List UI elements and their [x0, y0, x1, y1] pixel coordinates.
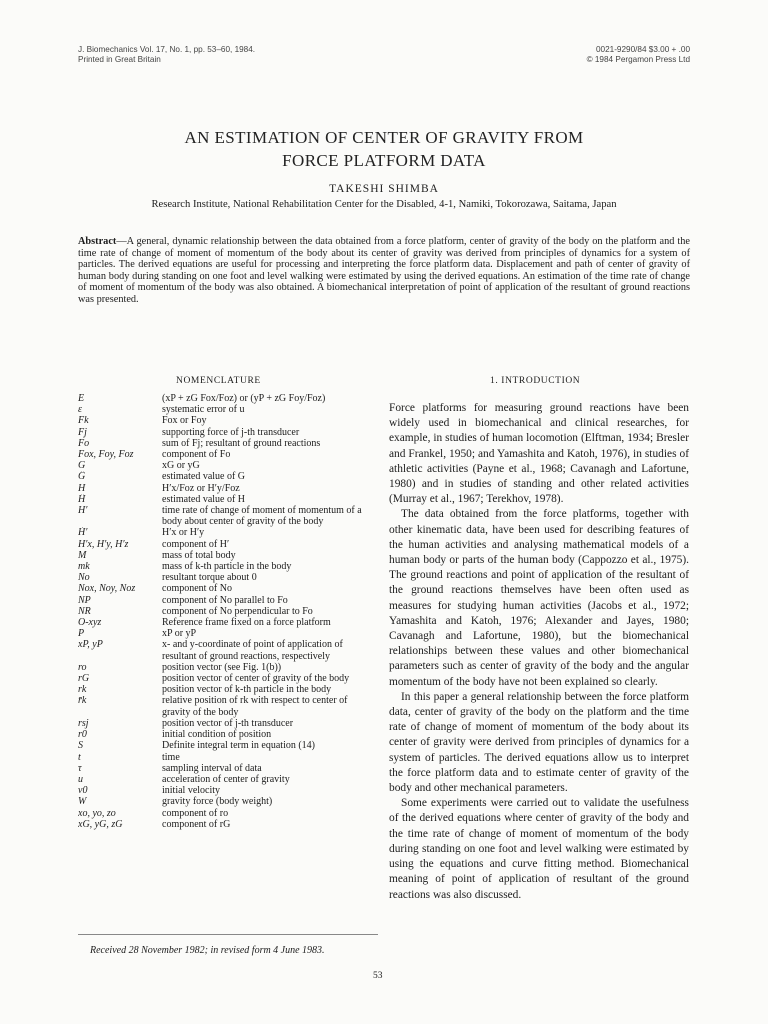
nomenclature-definition: H′x/Foz or H′y/Foz [162, 482, 240, 494]
author: TAKESHI SHIMBA [329, 183, 439, 195]
nomenclature-definition: relative position of rk with respect to center of gravity of the body [162, 695, 348, 718]
nomenclature-row [78, 460, 378, 471]
received-note: Received 28 November 1982; in revised form 4 June 1983. [90, 945, 325, 956]
nomenclature-definition: position vector (see Fig. 1(b)) [162, 661, 282, 673]
nomenclature-row [78, 628, 378, 639]
nomenclature-definition: position vector of center of gravity of the body [162, 673, 350, 685]
nomenclature-symbol: NP [78, 594, 91, 606]
nomenclature-symbol: W [78, 796, 87, 808]
nomenclature-symbol: H′x, H′y, H′z [78, 538, 129, 550]
nomenclature-symbol: Ĝ [78, 471, 86, 483]
nomenclature-definition: initial velocity [162, 785, 221, 797]
nomenclature-symbol: No [78, 572, 90, 584]
nomenclature-symbol: H [78, 482, 86, 494]
nomenclature-definition: mass of k-th particle in the body [162, 561, 292, 573]
nomenclature-definition: time [162, 751, 180, 763]
nomenclature-row [78, 550, 378, 561]
nomenclature-definition: H′x or H′y [162, 527, 205, 539]
paper-title [60, 126, 708, 172]
nomenclature-symbol: rsj [78, 717, 89, 729]
nomenclature-row [78, 684, 378, 695]
nomenclature-definition: mass of total body [162, 549, 236, 561]
nomenclature-symbol: H′ [78, 505, 88, 517]
nomenclature-row [78, 695, 378, 717]
journal-header [78, 45, 255, 64]
nomenclature-list [78, 393, 378, 830]
affiliation: Research Institute, National Rehabilitation Center for the Disabled, 4-1, Namiki, Tokorozawa, Saitama, Japan [151, 199, 617, 210]
nomenclature-row [78, 662, 378, 673]
nomenclature-definition: Definite integral term in equation (14) [162, 740, 316, 752]
nomenclature-definition: resultant torque about 0 [162, 572, 257, 584]
nomenclature-definition: x- and y-coordinate of point of application of resultant of ground reactions, respectively [162, 639, 343, 662]
nomenclature-row [78, 494, 378, 505]
intro-paragraph: The data obtained from the force platforms, together with other kinematic data, have been used for describing features of the human activities and analysing mathematical models of a human body or parts of the human body (Cappozzo et al., 1975). The ground reactions and point of application of the resultant of the ground reactions themselves have been often used as measures for studying human activities (Jacobs et al., 1972; Yamashita and Katoh, 1976; Alexander and Jayes, 1980; Cavanagh and Lafortune, 1980), but the biomechanical relationships between these values and other biomechanical parameters such as center of gravity of the body and the angular momentum of the body have not been explained so clearly. [389, 508, 689, 688]
nomenclature-heading: NOMENCLATURE [176, 376, 261, 386]
nomenclature-definition: estimated value of H [162, 493, 246, 505]
nomenclature-symbol: E [78, 393, 85, 404]
nomenclature-definition: sum of Fj; resultant of ground reactions [162, 437, 321, 449]
nomenclature-definition: acceleration of center of gravity [162, 773, 290, 785]
nomenclature-definition: component of ro [162, 807, 229, 819]
nomenclature-row [78, 393, 378, 404]
nomenclature-definition: sampling interval of data [162, 762, 262, 774]
nomenclature-symbol: rk [78, 684, 87, 696]
introduction-body [389, 401, 689, 903]
nomenclature-symbol: v0 [78, 785, 88, 797]
nomenclature-symbol: xG, yG, zG [78, 818, 123, 830]
nomenclature-row [78, 763, 378, 774]
nomenclature-row [78, 539, 378, 550]
nomenclature-symbol: NR [78, 605, 91, 617]
nomenclature-definition: position vector of k-th particle in the body [162, 684, 332, 696]
nomenclature-row [78, 819, 378, 830]
abstract-label: Abstract [78, 236, 117, 247]
nomenclature-definition: supporting force of j-th transducer [162, 426, 300, 438]
nomenclature-symbol: Nox, Noy, Noz [78, 583, 136, 595]
title-line-2: FORCE PLATFORM DATA [282, 151, 486, 170]
nomenclature-definition: component of No parallel to Fo [162, 594, 288, 606]
nomenclature-row [78, 572, 378, 583]
nomenclature-row [78, 561, 378, 572]
nomenclature-symbol: ε [78, 404, 82, 416]
introduction-heading: 1. INTRODUCTION [490, 376, 581, 386]
footnote-rule [78, 934, 378, 935]
nomenclature-row [78, 438, 378, 449]
nomenclature-definition: Fox or Foy [162, 415, 207, 427]
nomenclature-row [78, 785, 378, 796]
page-number: 53 [373, 971, 383, 981]
nomenclature-row [78, 639, 378, 661]
nomenclature-row [78, 527, 378, 538]
intro-paragraph: Force platforms for measuring ground reactions have been widely used in biomechanical and clinical researches, for example, in studies of human locomotion (Elftman, 1934; Bresler and Frankel, 1950; and Yamashita and Katoh, 1976), in studies of athletic activities (Payne et al., 1968; Cavanagh and Lafortune, 1980) and in studies of standing and other related activities (Murray et al., 1967; Terekhov, 1978). [389, 402, 689, 506]
nomenclature-symbol: Fo [78, 437, 90, 449]
nomenclature-row [78, 752, 378, 763]
nomenclature-definition: time rate of change of moment of momentum of a body about center of gravity of the body [162, 505, 362, 528]
abstract-text: —A general, dynamic relationship between the data obtained from a force platform, center of gravity of the body on the platform and the time rate of change of moment of momentum of the body about its center of gravity was derived from principles of dynamics for a system of particles. The derived equations are useful for processing and interpreting the force platform data. Displacement and path of center of gravity of human body during standing on one foot and level walking were estimated by using the derived equations. An estimation of the time rate of change of moment of momentum of the body was also obtained. A biomechanical interpretation of point of application of the resultant of ground reactions was presented. [78, 236, 690, 305]
nomenclature-row [78, 583, 378, 594]
nomenclature-row [78, 740, 378, 751]
nomenclature-row [78, 774, 378, 785]
nomenclature-symbol: xo, yo, zo [78, 807, 116, 819]
nomenclature-symbol: r̄k [78, 695, 87, 707]
title-line-1: AN ESTIMATION OF CENTER OF GRAVITY FROM [184, 128, 584, 147]
nomenclature-row [78, 617, 378, 628]
nomenclature-symbol: xP, yP [78, 639, 103, 651]
nomenclature-symbol: r0 [78, 729, 87, 741]
nomenclature-symbol: O-xyz [78, 617, 102, 629]
nomenclature-row [78, 808, 378, 819]
nomenclature-definition: xG or yG [162, 460, 200, 472]
nomenclature-row [78, 595, 378, 606]
nomenclature-definition: gravity force (body weight) [162, 796, 273, 808]
nomenclature-symbol: G [78, 460, 86, 472]
nomenclature-row [78, 606, 378, 617]
nomenclature-row [78, 404, 378, 415]
nomenclature-definition: xP or yP [162, 628, 197, 640]
nomenclature-row [78, 673, 378, 684]
printed-in: Printed in Great Britain [78, 54, 161, 64]
nomenclature-row [78, 427, 378, 438]
nomenclature-symbol: Fk [78, 415, 89, 427]
nomenclature-symbol: Fox, Foy, Foz [78, 449, 134, 461]
nomenclature-definition: estimated value of G [162, 471, 246, 483]
nomenclature-definition: systematic error of u [162, 404, 245, 416]
nomenclature-definition: initial condition of position [162, 729, 272, 741]
copyright-header [578, 45, 690, 64]
nomenclature-symbol: Ĥ [78, 493, 86, 505]
abstract [78, 236, 690, 306]
journal-citation: J. Biomechanics Vol. 17, No. 1, pp. 53–60, 1984. [78, 45, 256, 54]
nomenclature-row [78, 729, 378, 740]
nomenclature-definition: component of rG [162, 818, 231, 830]
nomenclature-definition: component of H′ [162, 538, 230, 550]
nomenclature-symbol: ro [78, 661, 87, 673]
nomenclature-symbol: M [78, 549, 87, 561]
nomenclature-row [78, 415, 378, 426]
intro-paragraph: Some experiments were carried out to validate the usefulness of the derived equations where center of gravity of the body and the time rate of change of moment of momentum of the body during standing on one foot and level walking were estimated by using the equations and curve fitting method. Biomechanical meaning of point of application of resultant of the ground reactions was also discussed. [389, 797, 689, 901]
nomenclature-definition: component of No [162, 583, 232, 595]
nomenclature-symbol: t [78, 751, 81, 763]
nomenclature-row [78, 483, 378, 494]
nomenclature-symbol: S [78, 740, 83, 752]
issn-price: 0021-9290/84 $3.00 + .00 [595, 45, 690, 54]
nomenclature-row [78, 449, 378, 460]
intro-paragraph: In this paper a general relationship between the force platform data, center of gravity of the body on the platform and the time rate of change of moment of momentum of the body about its center of gravity were derived from principles of dynamics for a system of particles. The derived equations allow us to interpret the force platform data and to estimate center of gravity of the body and other mechanical parameters. [389, 690, 689, 795]
nomenclature-symbol: mk [78, 561, 90, 573]
nomenclature-symbol: Ḣ′ [78, 527, 88, 539]
nomenclature-row [78, 796, 378, 807]
nomenclature-symbol: Fj [78, 426, 87, 438]
nomenclature-row [78, 505, 378, 527]
nomenclature-definition: component of Fo [162, 449, 231, 461]
nomenclature-row [78, 718, 378, 729]
nomenclature-definition: position vector of j-th transducer [162, 717, 294, 729]
nomenclature-symbol: τ [78, 762, 82, 774]
nomenclature-row [78, 471, 378, 482]
copyright: © 1984 Pergamon Press Ltd [586, 54, 690, 64]
nomenclature-definition: (xP + zG Fox/Foz) or (yP + zG Foy/Foz) [162, 393, 326, 404]
nomenclature-symbol: P [78, 628, 85, 640]
nomenclature-symbol: rG [78, 673, 90, 685]
nomenclature-symbol: u [78, 773, 83, 785]
nomenclature-definition: Reference frame fixed on a force platform [162, 617, 331, 629]
nomenclature-definition: component of No perpendicular to Fo [162, 605, 313, 617]
